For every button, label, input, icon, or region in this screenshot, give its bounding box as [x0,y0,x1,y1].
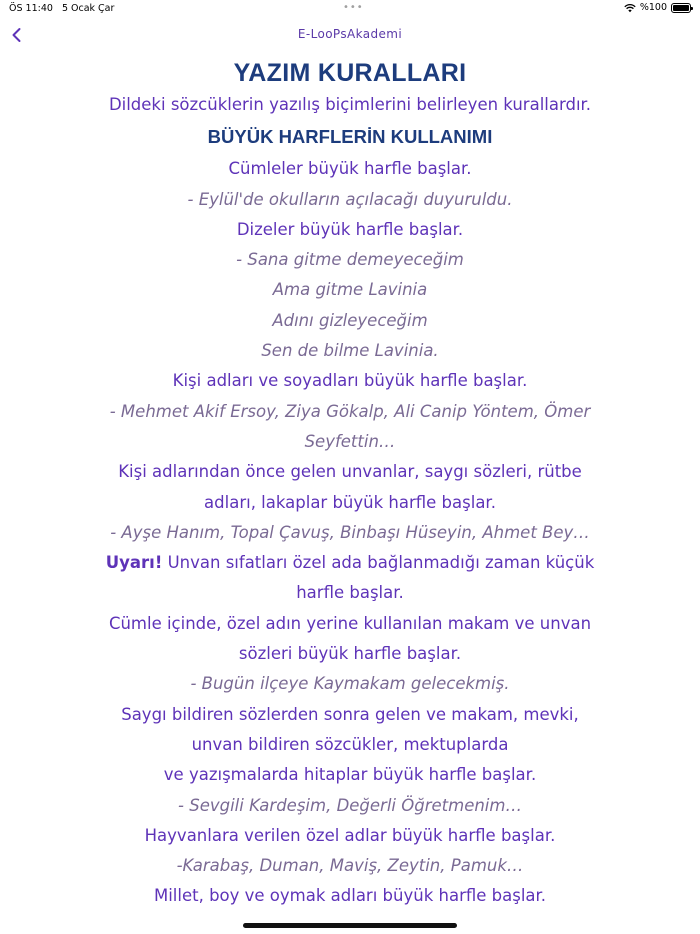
example-text: Adını gizleyeceğim [272,310,428,330]
example-text: - Sana gitme demeyeceğim [236,250,464,270]
example-text: - Ayşe Hanım, Topal Çavuş, Binbaşı Hüseyin, Ahmet Bey… [110,522,590,542]
rule-text: Millet, boy ve oymak adları büyük harfle başlar. [153,886,547,906]
article-content [0,56,700,912]
status-date: 5 Ocak Çar [61,3,115,14]
nav-title: E-LooPsAkademi [297,27,403,41]
status-left [9,3,114,14]
status-bar [0,0,700,18]
status-time: ÖS 11:40 [9,3,53,14]
warning-label: Uyarı! [105,553,163,573]
example-text: - Bugün ilçeye Kaymakam gelecekmiş. [190,674,510,694]
status-right [624,2,691,13]
rule-text: Cümle içinde, özel adın yerine kullanılan makam ve unvan sözleri büyük harfle başlar. [108,613,592,664]
rule-text: unvan bildiren sözcükler, mektuplarda [191,734,509,754]
rule-text: Dizeler büyük harfle başlar. [236,219,464,239]
example-text: Sen de bilme Lavinia. [261,341,439,361]
rule-text: Saygı bildiren sözlerden sonra gelen ve makam, mevki, [121,704,579,724]
intro-text: Dildeki sözcüklerin yazılış biçimlerini belirleyen kurallardır. [108,95,592,114]
battery-percent: %100 [639,2,667,13]
multitasking-dots[interactable]: ••• [343,2,364,13]
home-indicator[interactable] [243,923,457,928]
rule-text: Kişi adları ve soyadları büyük harfle başlar. [172,371,528,391]
example-text: - Eylül'de okulların açılacağı duyuruldu. [187,189,513,209]
wifi-icon [624,3,636,13]
section-title: BÜYÜK HARFLERİN KULLANIMI [207,126,493,148]
rule-text: Cümleler büyük harfle başlar. [228,159,472,179]
warning-text [90,548,610,609]
navigation-bar [0,22,700,48]
example-text: - Sevgili Kardeşim, Değerli Öğretmenim… [178,795,522,815]
rule-text: ve yazışmalarda hitaplar büyük harfle başlar. [163,765,537,785]
example-text: -Karabaş, Duman, Maviş, Zeytin, Pamuk… [176,856,524,876]
warning-body: Unvan sıfatları özel ada bağlanmadığı zaman küçük harfle başlar. [167,553,595,603]
rule-text: Hayvanlara verilen özel adlar büyük harfle başlar. [144,825,556,845]
page-title: YAZIM KURALLARI [233,59,467,87]
battery-icon [671,3,691,13]
rule-text: Kişi adlarından önce gelen unvanlar, saygı sözleri, rütbe adları, lakaplar büyük harfle başlar. [118,462,582,512]
example-text: Ama gitme Lavinia [272,280,428,300]
example-text: - Mehmet Akif Ersoy, Ziya Gökalp, Ali Canip Yöntem, Ömer Seyfettin… [109,401,591,451]
